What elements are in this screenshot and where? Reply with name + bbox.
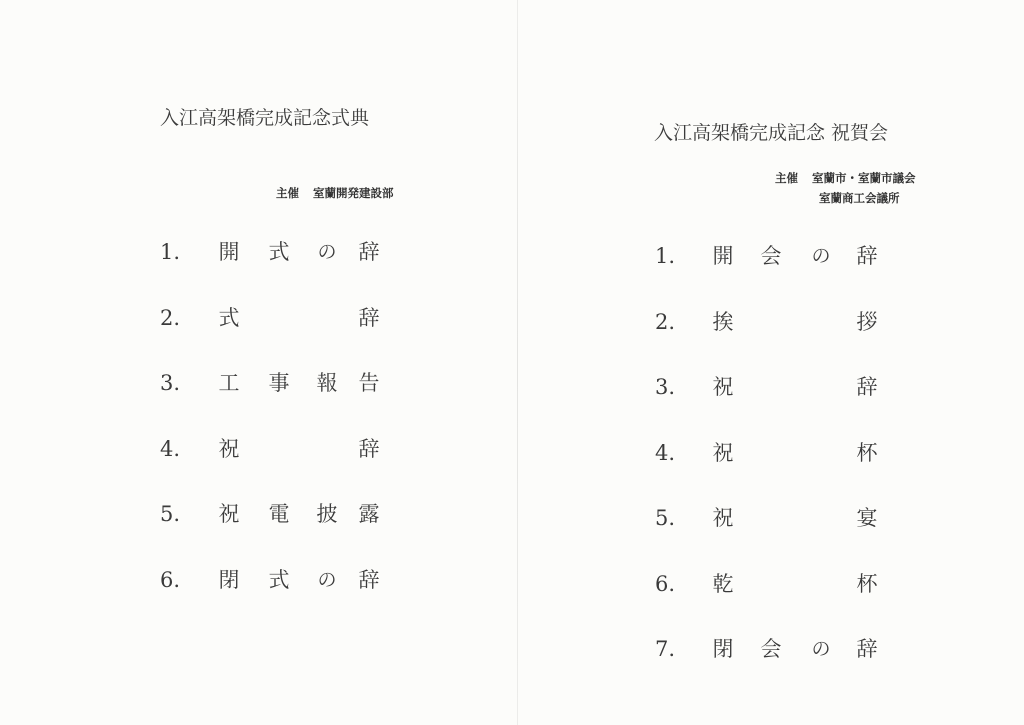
program-item-char: 式 — [268, 567, 290, 592]
program-item-number: 1. — [160, 240, 181, 264]
program-item-char: 事 — [268, 371, 290, 395]
program-item-char: 杯 — [856, 440, 878, 465]
program-item-char: 閉 — [218, 567, 240, 592]
program-item-number: 7. — [655, 637, 676, 661]
program-item-char: 会 — [760, 244, 782, 268]
program-item-char: 祝 — [218, 436, 240, 461]
program-item-number: 2. — [160, 305, 181, 330]
program-item — [655, 502, 895, 534]
left-host — [276, 183, 394, 203]
program-item-number: 1. — [655, 244, 676, 268]
program-item-char: 辞 — [358, 305, 380, 330]
program-item-number: 2. — [655, 309, 676, 334]
program-item — [655, 633, 895, 665]
program-item — [655, 371, 895, 403]
program-item-char: 乾 — [712, 571, 734, 596]
program-item-number: 3. — [655, 375, 676, 399]
program-item-number: 6. — [655, 571, 676, 596]
program-item — [655, 437, 895, 469]
left-page-title: 入江高架橋完成記念式典 — [160, 107, 370, 129]
program-item-char: の — [811, 638, 831, 660]
program-item-char: 杯 — [856, 571, 878, 596]
program-item — [160, 433, 400, 465]
program-item — [160, 498, 400, 530]
program-item-char: 辞 — [856, 244, 878, 268]
program-item-char: 辞 — [856, 637, 878, 661]
program-item-char: の — [317, 568, 337, 591]
left-host-label: 主催 — [276, 186, 299, 200]
program-item-char: 祝 — [218, 502, 240, 526]
program-item-char: 閉 — [712, 637, 734, 661]
program-item — [160, 367, 400, 399]
program-item-char: 挨 — [712, 309, 734, 334]
program-item-char: 会 — [760, 637, 782, 661]
program-item-char: 辞 — [358, 436, 380, 461]
program-item — [655, 306, 895, 338]
program-item — [655, 568, 895, 600]
program-item-number: 3. — [160, 371, 181, 395]
program-item — [160, 302, 400, 334]
program-item-number: 5. — [655, 506, 676, 530]
program-item-char: 式 — [268, 240, 290, 264]
program-item-char: 披 — [316, 502, 338, 526]
program-item — [160, 236, 400, 268]
program-item-number: 4. — [655, 440, 676, 465]
right-host-label: 主催 — [775, 171, 798, 185]
program-item-char: の — [811, 245, 831, 267]
program-item-char: 工 — [218, 371, 240, 395]
program-item-char: 報 — [316, 371, 338, 395]
program-item-number: 5. — [160, 502, 181, 526]
program-item-char: 辞 — [358, 567, 380, 592]
right-host-org-line1: 室蘭市・室蘭市議会 — [812, 171, 916, 185]
program-item-char: 祝 — [712, 440, 734, 465]
program-item-char: 宴 — [856, 506, 878, 530]
program-item — [160, 564, 400, 596]
program-item — [655, 240, 895, 272]
program-item-char: 辞 — [358, 240, 380, 264]
program-item-char: 告 — [358, 371, 380, 395]
program-item-char: 辞 — [856, 375, 878, 399]
left-host-org: 室蘭開発建設部 — [313, 186, 394, 200]
program-item-char: 露 — [358, 502, 380, 526]
program-item-char: 祝 — [712, 375, 734, 399]
program-item-char: 電 — [268, 502, 290, 526]
right-page-title: 入江高架橋完成記念 祝賀会 — [654, 122, 889, 144]
program-item-char: 祝 — [712, 506, 734, 530]
program-item-number: 6. — [160, 567, 181, 592]
right-host-org-line2: 室蘭商工会議所 — [819, 191, 900, 205]
program-item-char: 式 — [218, 305, 240, 330]
right-host — [775, 168, 916, 208]
program-item-char: 拶 — [856, 309, 878, 334]
program-item-char: 開 — [712, 244, 734, 268]
program-item-number: 4. — [160, 436, 181, 461]
program-item-char: 開 — [218, 240, 240, 264]
program-item-char: の — [317, 241, 337, 263]
page-fold-divider — [517, 0, 518, 725]
